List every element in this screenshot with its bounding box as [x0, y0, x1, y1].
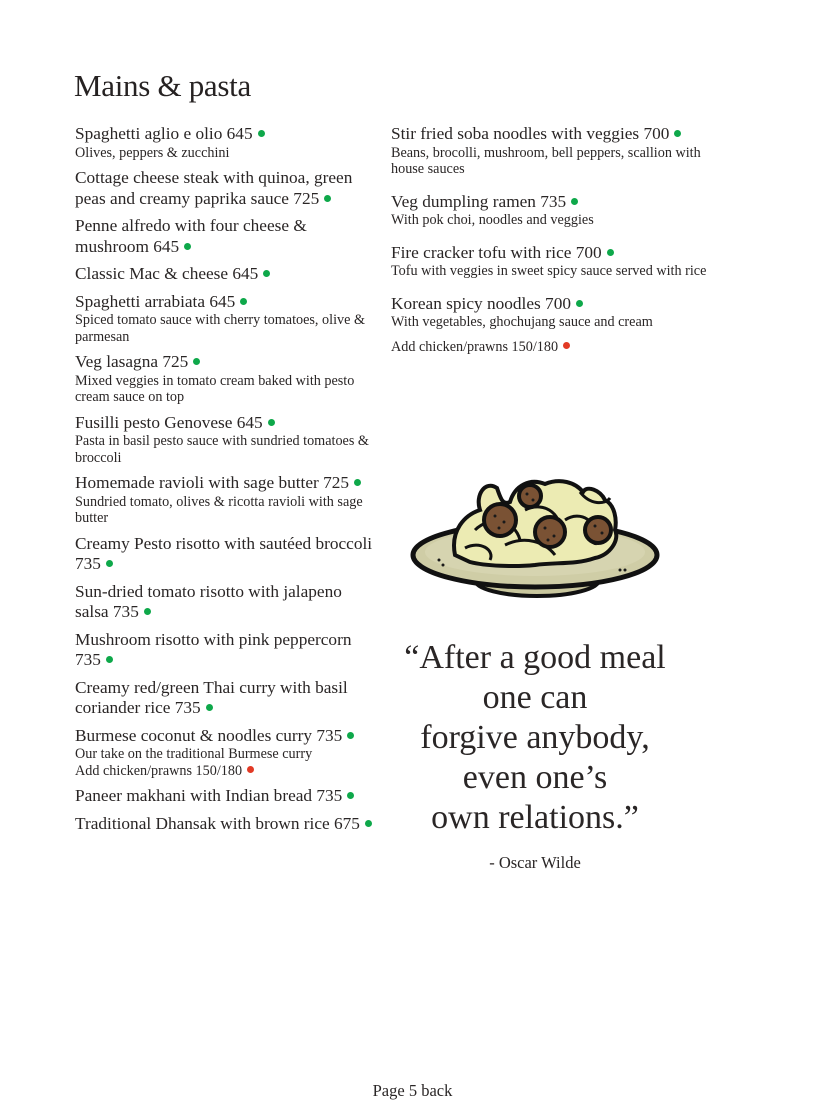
veg-dot-icon [206, 704, 213, 711]
menu-item [391, 124, 711, 178]
menu-item-name: Mushroom risotto with pink peppercorn 735 [75, 629, 352, 669]
menu-item [75, 473, 375, 527]
veg-dot-icon [144, 608, 151, 615]
menu-item-name: Veg lasagna 725 [75, 352, 375, 373]
nonveg-dot-icon [563, 342, 570, 349]
nonveg-dot-icon [247, 766, 254, 773]
veg-dot-icon [324, 195, 331, 202]
menu-item-desc: Pasta in basil pesto sauce with sundried tomatoes & broccoli [75, 433, 369, 466]
menu-item-desc: Our take on the traditional Burmese curry [75, 746, 313, 762]
menu-item-desc: Mixed veggies in tomato cream baked with pesto cream sauce on top [75, 372, 355, 405]
menu-item [75, 534, 375, 575]
menu-item [75, 292, 375, 346]
quote-block [365, 638, 705, 838]
page-title: Mains & pasta [74, 68, 251, 103]
menu-item-desc: Tofu with veggies in sweet spicy sauce served with rice [391, 263, 707, 279]
veg-dot-icon [607, 249, 614, 256]
menu-item-name: Spaghetti aglio e olio 645 [75, 124, 375, 145]
menu-item-name: Penne alfredo with four cheese & mushroom 645 [75, 216, 307, 256]
menu-item-name: Spaghetti arrabiata 645 [75, 292, 375, 313]
menu-item-name: Sun-dried tomato risotto with jalapeno salsa 735 [75, 581, 342, 621]
menu-item [391, 294, 711, 331]
menu-item-desc: Olives, peppers & zucchini [75, 144, 230, 161]
quote-line: forgive anybody, [420, 719, 650, 756]
menu-item [75, 264, 375, 285]
page-footer: Page 5 back [372, 1081, 453, 1100]
menu-item [75, 786, 375, 807]
quote-line: one can [482, 679, 588, 716]
veg-dot-icon [268, 419, 275, 426]
veg-dot-icon [347, 732, 354, 739]
menu-item [75, 413, 375, 467]
veg-dot-icon [193, 358, 200, 365]
spaghetti-meatballs-plate-icon [405, 470, 665, 610]
menu-item [391, 192, 711, 229]
menu-item [75, 726, 375, 780]
menu-item-name: Fire cracker tofu with rice 700 [391, 243, 711, 264]
right-menu-column [391, 124, 711, 356]
veg-dot-icon [576, 300, 583, 307]
menu-item-name: Stir fried soba noodles with veggies 700 [391, 124, 711, 145]
menu-item-name: Cottage cheese steak with quinoa, green peas and creamy paprika sauce 725 [75, 168, 353, 208]
menu-item-name: Korean spicy noodles 700 [391, 294, 711, 315]
menu-item [75, 168, 375, 209]
veg-dot-icon [258, 130, 265, 137]
menu-item-desc: Spiced tomato sauce with cherry tomatoes, olive & parmesan [75, 312, 365, 345]
quote-line: own relations.” [431, 799, 639, 836]
menu-item [75, 814, 375, 835]
menu-item [75, 630, 375, 671]
menu-item-name: Creamy Pesto risotto with sautéed broccoli 735 [75, 533, 373, 573]
veg-dot-icon [184, 243, 191, 250]
quote-author: - Oscar Wilde [489, 853, 581, 872]
veg-dot-icon [347, 792, 354, 799]
menu-item-name: Fusilli pesto Genovese 645 [75, 413, 375, 434]
menu-item-desc: Sundried tomato, olives & ricotta ravioli with sage butter [75, 493, 363, 526]
quote-line: even one’s [462, 759, 608, 796]
menu-item [75, 124, 375, 161]
menu-item [75, 216, 375, 257]
veg-dot-icon [240, 298, 247, 305]
menu-item-name: Paneer makhani with Indian bread 735 [75, 786, 375, 807]
veg-dot-icon [571, 198, 578, 205]
veg-dot-icon [674, 130, 681, 137]
menu-item [75, 582, 375, 623]
menu-item-name: Homemade ravioli with sage butter 725 [75, 473, 375, 494]
menu-item-name: Burmese coconut & noodles curry 735 [75, 726, 375, 747]
menu-item [75, 678, 375, 719]
veg-dot-icon [106, 656, 113, 663]
menu-item-addon: Add chicken/prawns 150/180 [75, 763, 375, 780]
veg-dot-icon [354, 479, 361, 486]
menu-item-name: Creamy red/green Thai curry with basil coriander rice 735 [75, 677, 348, 717]
menu-item-desc: With vegetables, ghochujang sauce and cream [391, 314, 653, 330]
left-menu-column [75, 124, 375, 841]
menu-item-name: Classic Mac & cheese 645 [75, 264, 375, 285]
veg-dot-icon [263, 270, 270, 277]
menu-item-name: Veg dumpling ramen 735 [391, 192, 711, 213]
menu-item-name: Traditional Dhansak with brown rice 675 [75, 814, 375, 835]
quote-line: “After a good meal [404, 639, 666, 676]
menu-item-desc: With pok choi, noodles and veggies [391, 212, 594, 228]
menu-item-desc: Beans, brocolli, mushroom, bell peppers, scallion with house sauces [391, 144, 701, 177]
veg-dot-icon [106, 560, 113, 567]
add-protein-note: Add chicken/prawns 150/180 [391, 339, 711, 356]
menu-item [75, 352, 375, 406]
menu-item [391, 243, 711, 280]
